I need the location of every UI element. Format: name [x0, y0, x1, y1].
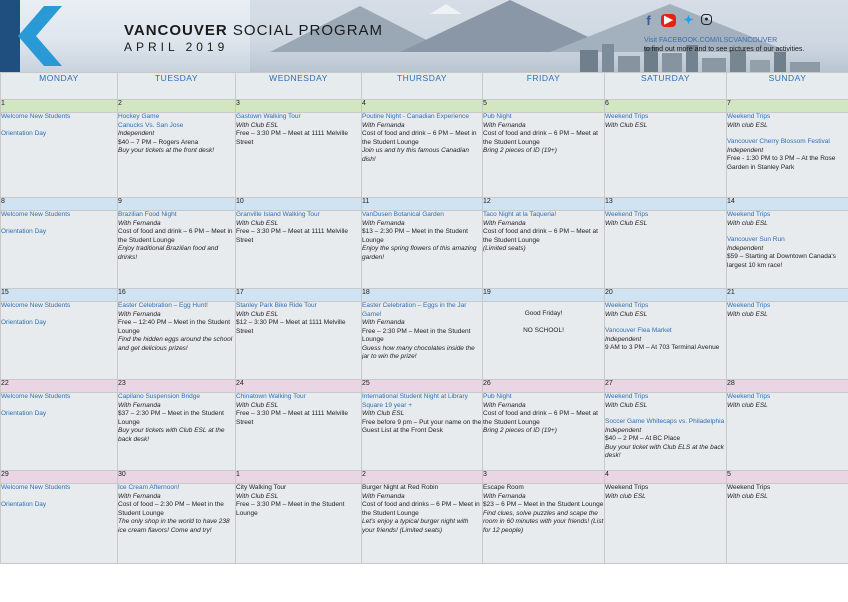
event-title[interactable]: Weekend Trips — [605, 113, 649, 120]
event-title[interactable]: Weekend Trips — [605, 211, 649, 218]
event-title[interactable]: Granville Island Walking Tour — [236, 211, 320, 218]
day-cell[interactable] — [483, 484, 605, 564]
date-number: 13 — [605, 198, 727, 211]
day-cell[interactable] — [236, 113, 362, 198]
event-note: With Fernanda — [362, 319, 405, 326]
spacer — [1, 122, 117, 130]
holiday-title: Good Friday! — [524, 310, 563, 317]
holiday-note: NO SCHOOL! — [523, 326, 564, 334]
date-number: 26 — [483, 380, 605, 393]
day-cell[interactable] — [118, 393, 236, 471]
spacer — [1, 220, 117, 228]
event-note: Find clues, solve puzzles and scape the room in 60 minutes with your friends! (List for 12 people) — [483, 509, 604, 534]
event-title[interactable]: Orientation Day — [1, 409, 47, 417]
event-note: With club ESL — [727, 219, 768, 227]
event-detail: Free – 3:30 PM – Meet at 1111 Melville Street — [236, 410, 348, 426]
date-number: 29 — [1, 471, 118, 484]
event-title[interactable]: Hockey Game — [118, 113, 160, 120]
event-note: With Fernanda — [362, 121, 405, 129]
event-note: With Club ESL — [605, 219, 648, 227]
date-number: 5 — [483, 100, 605, 113]
event-detail: Free – 3:30 PM – Meet in the Student Lounge — [236, 501, 345, 517]
day-cell[interactable] — [236, 393, 362, 471]
event-note: With Fernanda — [483, 219, 526, 227]
event-title[interactable]: Stanley Park Bike Ride Tour — [236, 302, 317, 309]
day-cell[interactable] — [1, 484, 118, 564]
date-number: 22 — [1, 380, 118, 393]
day-cell[interactable] — [1, 302, 118, 380]
event-note: Independent — [605, 335, 642, 343]
title-program: SOCIAL PROGRAM — [232, 22, 384, 39]
date-row — [1, 100, 848, 113]
event-note: With Fernanda — [362, 219, 405, 227]
spacer — [727, 228, 848, 236]
weekday-monday: MONDAY — [1, 73, 118, 100]
date-number: 7 — [727, 100, 848, 113]
events-row — [1, 393, 848, 471]
twitter-icon[interactable]: ✦ — [683, 13, 694, 27]
event-detail: Free – 3:30 PM – Meet at 1111 Melville Street — [236, 228, 348, 244]
event-note: With Club ESL — [362, 410, 405, 417]
visit-text: to find out more and to see pictures of our activities. — [644, 46, 805, 53]
day-cell[interactable] — [727, 211, 848, 289]
date-row — [1, 471, 848, 484]
event-note: Buy your ticket with Club ELS at the back desk! — [605, 443, 724, 459]
event-note: With Fernanda — [118, 310, 161, 318]
date-number: 23 — [118, 380, 236, 393]
event-title[interactable]: Canucks Vs. San Jose — [118, 121, 184, 129]
event-note: Enjoy the spring flowers of this amazing garden! — [362, 245, 477, 261]
event-title[interactable]: Orientation Day — [1, 227, 47, 235]
event-title[interactable]: Gastown Walking Tour — [236, 113, 301, 120]
day-cell[interactable] — [1, 211, 118, 289]
date-number: 6 — [605, 100, 727, 113]
event-note: Find the hidden eggs around the school and get delicious prizes! — [118, 336, 233, 352]
spacer — [605, 319, 726, 327]
event-title[interactable]: Vancouver Sun Run — [727, 236, 785, 243]
spacer — [727, 130, 848, 138]
day-cell[interactable] — [605, 113, 727, 198]
date-number: 27 — [605, 380, 727, 393]
event-note: (Limited seats) — [483, 245, 526, 252]
logo-bar — [0, 0, 20, 72]
event-note: With Club ESL — [236, 121, 279, 129]
event-detail: Burger Night at Red Robin — [362, 484, 439, 491]
event-note: With Club ESL — [605, 310, 648, 318]
spacer — [483, 302, 604, 310]
youtube-icon[interactable]: ▶ — [661, 14, 676, 27]
event-title[interactable]: Ice Cream Afternoon! — [118, 484, 180, 491]
page-subtitle: APRIL 2019 — [124, 40, 229, 54]
event-note: Buy your tickets at the front desk! — [118, 147, 215, 154]
event-title[interactable]: Vancouver Flea Market — [605, 327, 672, 334]
event-note: With Fernanda — [483, 492, 526, 500]
day-cell[interactable] — [362, 302, 483, 380]
date-number: 11 — [362, 198, 483, 211]
day-cell[interactable] — [605, 393, 727, 471]
event-detail: Weekend Trips — [605, 484, 649, 491]
date-number: 5 — [727, 471, 848, 484]
event-detail: $13 – 2:30 PM – Meet in the Student Lounge — [362, 228, 468, 244]
spacer — [483, 319, 604, 327]
day-cell[interactable] — [362, 113, 483, 198]
weekday-friday: FRIDAY — [483, 73, 605, 100]
date-number: 3 — [483, 471, 605, 484]
event-title[interactable]: Capilano Suspension Bridge — [118, 393, 201, 400]
event-note: With Fernanda — [118, 219, 161, 227]
event-note: Buy your tickets with Club ESL at the back desk! — [118, 427, 225, 443]
event-title[interactable]: Brazilian Food Night — [118, 211, 177, 218]
event-title[interactable]: Orientation Day — [1, 318, 47, 326]
day-cell[interactable] — [236, 302, 362, 380]
ilsc-logo-icon — [18, 6, 78, 66]
visit-facebook — [644, 36, 804, 54]
day-cell[interactable] — [362, 393, 483, 471]
event-detail: $37 – 2:30 PM – Meet in the Student Lounge — [118, 410, 224, 426]
date-number: 15 — [1, 289, 118, 302]
event-title[interactable]: Easter Celebration – Eggs in the Jar Game! — [362, 302, 467, 318]
event-title[interactable]: Taco Night at la Taqueria! — [483, 211, 557, 218]
day-cell[interactable] — [483, 302, 605, 380]
event-detail: Cost of food and drink – 6 PM – Meet in the Student Lounge — [362, 130, 477, 146]
event-detail: $59 – Starting at Downtown Canada's largest 10 km race! — [727, 253, 836, 269]
event-title[interactable]: Weekend Trips — [727, 393, 771, 400]
date-number: 12 — [483, 198, 605, 211]
event-title[interactable]: Welcome New Students — [1, 302, 71, 309]
event-title[interactable]: Welcome New Students — [1, 211, 71, 218]
date-number: 25 — [362, 380, 483, 393]
event-note: With Club ESL — [605, 121, 648, 129]
date-number: 18 — [362, 289, 483, 302]
event-title[interactable]: Easter Celebration – Egg Hunt! — [118, 302, 208, 309]
day-cell[interactable] — [483, 393, 605, 471]
date-number: 2 — [118, 100, 236, 113]
event-note: Guess how many chocolates inside the jar to win the prize! — [362, 344, 475, 360]
event-note: With Club ESL — [236, 401, 279, 409]
event-title[interactable]: Welcome New Students — [1, 484, 71, 491]
event-title[interactable]: Chinatown Walking Tour — [236, 393, 306, 400]
date-number: 20 — [605, 289, 727, 302]
event-note: With Club ESL — [605, 401, 648, 409]
events-row — [1, 302, 848, 380]
events-row — [1, 113, 848, 198]
day-cell[interactable] — [236, 484, 362, 564]
event-note: With Fernanda — [483, 401, 526, 409]
event-note: Independent — [727, 244, 764, 252]
spacer — [1, 311, 117, 319]
date-number: 4 — [362, 100, 483, 113]
day-cell[interactable] — [727, 393, 848, 471]
event-note: Independent — [605, 426, 642, 434]
weekday-thursday: THURSDAY — [362, 73, 483, 100]
event-detail: $12 – 3:30 PM – Meet at 1111 Melville Street — [236, 319, 346, 335]
calendar-table — [0, 72, 848, 564]
event-title[interactable]: Soccer Game Whitecaps vs. Philadelphia — [605, 418, 725, 425]
facebook-icon[interactable]: f — [646, 13, 651, 28]
day-cell[interactable] — [483, 113, 605, 198]
day-cell[interactable] — [727, 113, 848, 198]
weekday-saturday: SATURDAY — [605, 73, 727, 100]
event-detail: City Walking Tour — [236, 484, 287, 491]
date-number: 19 — [483, 289, 605, 302]
page-title — [124, 22, 383, 39]
event-detail: Free – 12:40 PM – Meet in the Student Lounge — [118, 319, 231, 335]
spacer — [605, 410, 726, 418]
events-row — [1, 211, 848, 289]
event-detail: Cost of food and drink – 6 PM – Meet in the Student Lounge — [118, 228, 233, 244]
event-note: Enjoy traditional Brazilian food and drinks! — [118, 245, 219, 261]
day-cell[interactable] — [118, 484, 236, 564]
event-detail: Weekend Trips — [727, 484, 771, 491]
event-title[interactable]: Welcome New Students — [1, 113, 71, 120]
date-number: 17 — [236, 289, 362, 302]
event-note: Bring 2 pieces of ID (19+) — [483, 147, 557, 154]
event-note: Independent — [118, 130, 155, 137]
events-row — [1, 484, 848, 564]
event-title[interactable]: Poutine Night - Canadian Experience — [362, 113, 469, 120]
date-number: 21 — [727, 289, 848, 302]
event-detail: Free – 3:30 PM – Meet at 1111 Melville Street — [236, 130, 348, 146]
date-number: 1 — [236, 471, 362, 484]
spacer — [1, 493, 117, 501]
day-cell[interactable] — [727, 302, 848, 380]
event-title[interactable]: VanDusen Botanical Garden — [362, 211, 444, 218]
spacer — [1, 402, 117, 410]
event-note: With Fernanda — [118, 401, 161, 409]
event-note: With Fernanda — [118, 492, 161, 500]
event-title[interactable]: Weekend Trips — [605, 302, 649, 309]
event-detail: 9 AM to 3 PM – At 703 Terminal Avenue — [605, 344, 720, 351]
date-number: 28 — [727, 380, 848, 393]
event-title[interactable]: Weekend Trips — [605, 393, 649, 400]
event-detail: $40 – 7 PM – Rogers Arena — [118, 138, 199, 146]
facebook-link[interactable]: Visit FACEBOOK.COM/ILSCVANCOUVER — [644, 37, 778, 44]
date-number: 2 — [362, 471, 483, 484]
event-title[interactable]: Orientation Day — [1, 500, 47, 508]
event-note: With club ESL — [605, 492, 646, 500]
event-note: The only shop in the world to have 238 ice cream flavors! Come and try! — [118, 518, 230, 534]
date-number: 9 — [118, 198, 236, 211]
date-row — [1, 198, 848, 211]
event-note: With Club ESL — [236, 219, 279, 227]
date-number: 1 — [1, 100, 118, 113]
event-note: With Fernanda — [483, 121, 526, 129]
event-title[interactable]: Welcome New Students — [1, 393, 71, 400]
date-number: 30 — [118, 471, 236, 484]
event-title[interactable]: Weekend Trips — [727, 302, 771, 309]
event-note: Bring 2 pieces of ID (19+) — [483, 427, 557, 434]
day-cell[interactable] — [727, 484, 848, 564]
day-cell[interactable] — [1, 113, 118, 198]
weekday-header — [1, 73, 848, 100]
event-title[interactable]: Orientation Day — [1, 129, 47, 137]
event-detail: Cost of food – 2:30 PM – Meet in the Student Lounge — [118, 501, 224, 517]
weekday-tuesday: TUESDAY — [118, 73, 236, 100]
event-note: With Fernanda — [362, 492, 405, 500]
date-number: 14 — [727, 198, 848, 211]
social-icons — [642, 14, 712, 27]
day-cell[interactable] — [118, 113, 236, 198]
event-title[interactable]: Pub Night — [483, 393, 512, 400]
weekday-sunday: SUNDAY — [727, 73, 848, 100]
date-number: 10 — [236, 198, 362, 211]
event-note: With Club ESL — [236, 310, 279, 318]
event-note: With club ESL — [727, 492, 768, 500]
day-cell[interactable] — [605, 211, 727, 289]
event-title[interactable]: Pub Night — [483, 113, 512, 120]
event-detail: Cost of food and drinks – 6 PM – Meet in the Student Lounge — [362, 501, 480, 517]
header-banner — [0, 0, 848, 72]
event-title[interactable]: Weekend Trips — [727, 211, 771, 218]
event-note: With club ESL — [727, 310, 768, 318]
day-cell[interactable] — [236, 211, 362, 289]
event-detail: Free – 2:30 PM – Meet in the Student Lounge — [362, 327, 471, 343]
date-number: 4 — [605, 471, 727, 484]
date-number: 8 — [1, 198, 118, 211]
day-cell[interactable] — [118, 211, 236, 289]
event-detail: $23 – 6 PM – Meet in the Student Lounge — [483, 501, 604, 508]
day-cell[interactable] — [483, 211, 605, 289]
event-detail: Free before 9 pm – Put your name on the Guest List at the Front Desk — [362, 418, 482, 434]
event-note: Join us and try this famous Canadian dish! — [362, 147, 469, 163]
event-title[interactable]: Weekend Trips — [727, 113, 771, 120]
instagram-icon[interactable]: ● — [701, 14, 712, 25]
weekday-wednesday: WEDNESDAY — [236, 73, 362, 100]
date-number: 3 — [236, 100, 362, 113]
day-cell[interactable] — [362, 211, 483, 289]
event-detail: Cost of food and drink – 6 PM – Meet at the Student Lounge — [483, 410, 598, 426]
date-number: 16 — [118, 289, 236, 302]
date-row — [1, 380, 848, 393]
event-note: With club ESL — [727, 401, 768, 409]
day-cell[interactable] — [1, 393, 118, 471]
event-detail: Free - 1:30 PM to 3 PM – At the Rose Garden in Stanley Park — [727, 155, 836, 171]
day-cell[interactable] — [605, 302, 727, 380]
event-title[interactable]: International Student Night at Library Square 19 year + — [362, 393, 468, 409]
day-cell[interactable] — [118, 302, 236, 380]
date-row — [1, 289, 848, 302]
date-number: 24 — [236, 380, 362, 393]
event-note: Let's enjoy a typical burger night with your friends! (Limited seats) — [362, 518, 469, 534]
event-title[interactable]: Vancouver Cherry Blossom Festival — [727, 138, 830, 145]
day-cell[interactable] — [362, 484, 483, 564]
event-detail: Cost of food and drink – 6 PM – Meet at the Student Lounge — [483, 130, 598, 146]
day-cell[interactable] — [605, 484, 727, 564]
event-note: With Club ESL — [236, 492, 279, 500]
title-city: VANCOUVER — [124, 22, 228, 39]
event-detail: Cost of food and drink – 6 PM – Meet at the Student Lounge — [483, 228, 598, 244]
event-detail: Escape Room — [483, 484, 524, 491]
event-note: With club ESL — [727, 121, 768, 129]
event-note: Independent — [727, 146, 764, 154]
event-detail: $40 – 2 PM – At BC Place — [605, 435, 681, 442]
